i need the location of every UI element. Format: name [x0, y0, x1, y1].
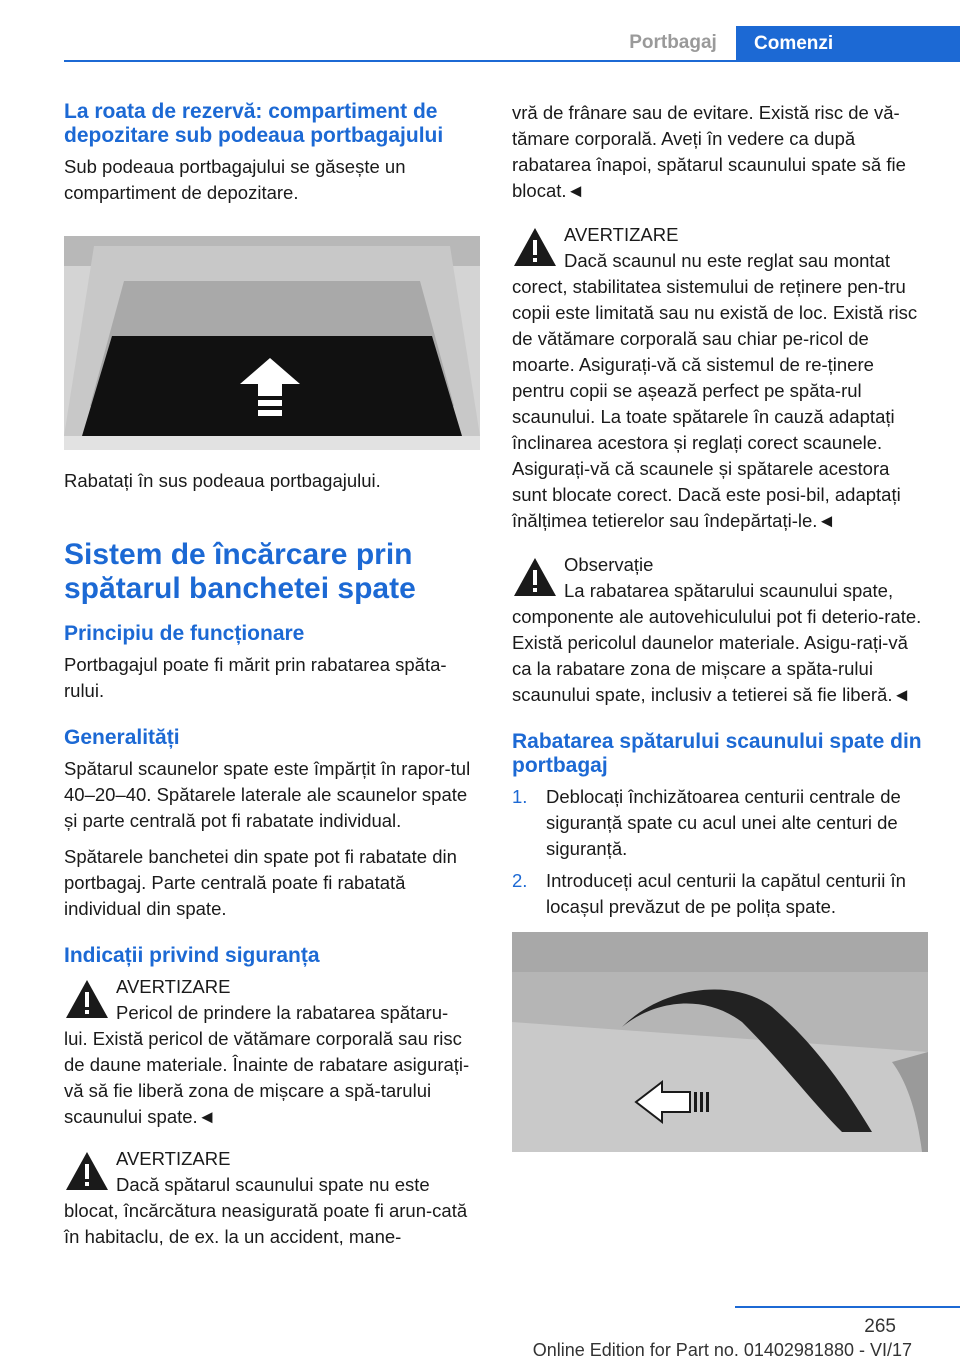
- heading-loading-system: Sistem de încărcare prin spătarul banchetei spate: [64, 538, 416, 605]
- warning-triangle-icon: [64, 978, 110, 1020]
- list-item: [512, 868, 928, 920]
- left-column: [64, 100, 480, 1262]
- warning-text-1b: lui. Există pericol de vătămare corporală sau risc de daune materiale. Înainte de rabatare asigurați-vă să fie liberă zona de mișcare a spă-tarului scaunului spate.◄: [64, 1028, 470, 1127]
- warning-text-2a: Dacă spătarul scaunului spate nu este: [116, 1174, 430, 1195]
- warning-text-2b: blocat, încărcătura neasigurată poate fi arun-cată în habitaclu, de ex. la un accident, mane-: [64, 1200, 468, 1247]
- list-item: [512, 784, 928, 862]
- heading-principle: Principiu de funcționare: [64, 622, 305, 645]
- step-text: Introduceți acul centurii la capătul centurii în locașul prevăzut de pe polița spate.: [546, 870, 906, 917]
- heading-spare-wheel: La roata de rezervă: compartiment de depozitare sub podeaua portbagajului: [64, 100, 444, 147]
- header-section-tab[interactable]: Portbagaj: [629, 32, 717, 53]
- warning-title-3: AVERTIZARE: [564, 224, 679, 245]
- warning-triangle-icon: [64, 1150, 110, 1192]
- warning-text-3b: corect, stabilitatea sistemului de reținere pen-tru copii este limitată sau nu există de loc. Există risc de vătămare corporală sau chiar pe-ricol de moarte. Asigurați-vă că sistemul de re-ținere pentru copii se așează perfect pe spăta-rul scaunului. La toate spătarele în cauză adaptați înclinarea acestora și reglați corect scaunele. Asigurați-vă că scaunele și spătarele acestora sunt blocate corect. Dacă este posi-bil, adaptați înălțimea tetierelor sau îndepărtați-le.◄: [512, 276, 918, 531]
- footer-rule: [735, 1306, 960, 1308]
- edition-footer: Online Edition for Part no. 01402981880 - VI/17: [532, 1340, 912, 1360]
- paragraph-general-2: Spătarele banchetei din spate pot fi rabatate din portbagaj. Parte centrală poate fi rabatată individual din spate.: [64, 846, 457, 919]
- warning-triangle-icon: [512, 226, 558, 268]
- heading-safety: Indicații privind siguranța: [64, 944, 320, 967]
- page-number: 265: [864, 1316, 896, 1337]
- paragraph-general-1: Spătarul scaunelor spate este împărțit în rapor-tul 40–20–40. Spătarele laterale ale scaunelor spate și parte centrală pot fi rabatate individual.: [64, 758, 471, 831]
- paragraph-principle: Portbagajul poate fi mărit prin rabatarea spăta-rului.: [64, 654, 447, 701]
- warning-title-2: AVERTIZARE: [116, 1148, 231, 1169]
- caution-triangle-icon: [512, 556, 558, 598]
- step-number: 2.: [512, 870, 528, 891]
- warning-text-1a: Pericol de prindere la rabatarea spătaru-: [116, 1002, 449, 1023]
- warning-text-3a: Dacă scaunul nu este reglat sau montat: [564, 250, 890, 271]
- seat-belt-image: [512, 932, 928, 1152]
- trunk-floor-image: [64, 236, 480, 450]
- step-text: Deblocați închizătoarea centurii centrale de siguranță spate cu acul unei alte centuri de siguranță.: [546, 786, 901, 859]
- note-text-b: componente ale autovehiculului pot fi deterio-rate. Există pericolul daunelor materiale. Asigu-rați-vă ca la rabatare zona de mișcare a spăta-rului scaunului spate, inclusiv a tetierei să fie liberă.◄: [512, 606, 922, 705]
- note-block: [512, 552, 928, 708]
- warning-block-1: [64, 974, 480, 1130]
- right-column: [512, 100, 928, 1152]
- header-rule: [64, 60, 960, 62]
- heading-general: Generalități: [64, 726, 180, 749]
- caption-trunk-floor: Rabatați în sus podeaua portbagajului.: [64, 470, 381, 491]
- paragraph-spare-wheel: Sub podeaua portbagajului se găsește un compartiment de depozitare.: [64, 156, 406, 203]
- warning-block-2: [64, 1146, 480, 1250]
- note-text-a: La rabatarea spătarului scaunului spate,: [564, 580, 894, 601]
- header-active-tab[interactable]: Comenzi: [736, 26, 960, 62]
- step-number: 1.: [512, 786, 528, 807]
- warning-block-3: [512, 222, 928, 534]
- paragraph-continued: vră de frânare sau de evitare. Există risc de vă-tămare corporală. Aveți în vedere ca după rabatarea înapoi, spătarul scaunului spate să fie blocat.◄: [512, 102, 906, 201]
- note-title: Observație: [564, 554, 654, 575]
- heading-fold-from-trunk: Rabatarea spătarului scaunului spate din portbagaj: [512, 730, 922, 777]
- warning-title-1: AVERTIZARE: [116, 976, 231, 997]
